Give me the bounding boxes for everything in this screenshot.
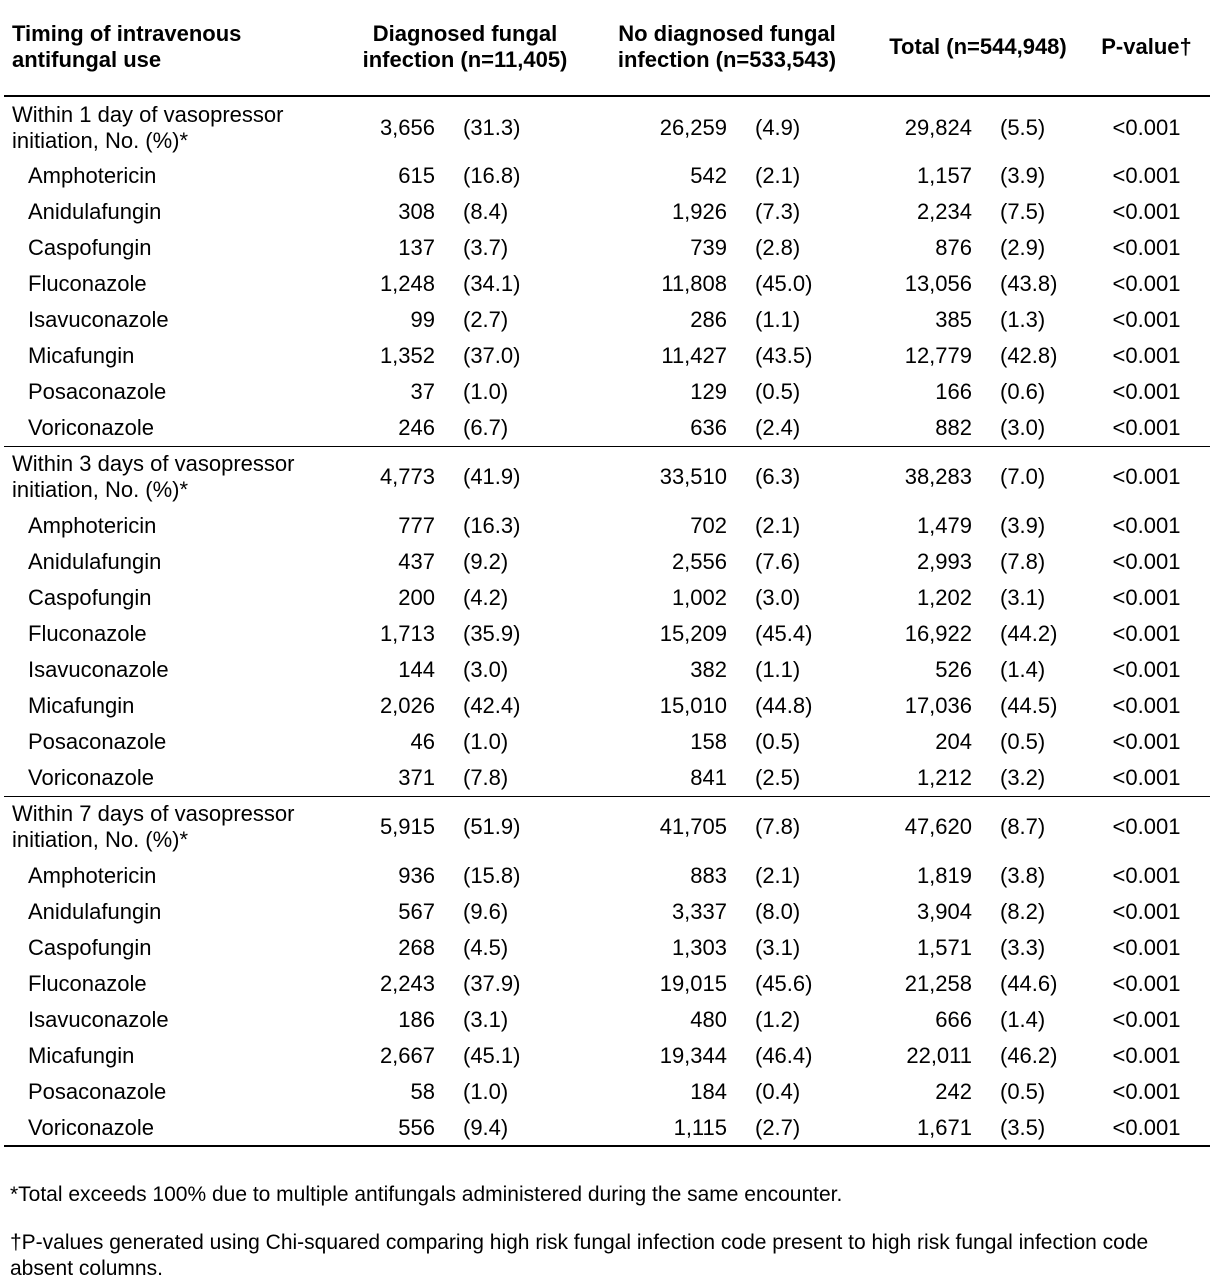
diagnosed-count: 99: [410, 307, 435, 332]
diagnosed-count: 308: [398, 199, 435, 224]
no-diagnosed-percent: (2.4): [733, 410, 873, 446]
no-diagnosed-percent: (7.3): [755, 199, 801, 224]
no-diagnosed-count: 1,002: [671, 585, 727, 610]
table-row: [4, 1002, 1210, 1038]
total-percent: (44.2): [1000, 621, 1058, 646]
total-count: 1,819: [916, 863, 972, 888]
no-diagnosed-percent: (1.1): [755, 307, 801, 332]
diagnosed-percent: (1.0): [463, 729, 509, 754]
table-row: [4, 302, 1210, 338]
no-diagnosed-count: 382: [690, 657, 727, 682]
no-diagnosed-count: 11,808: [661, 271, 727, 296]
table-footnotes: [4, 1172, 1210, 1282]
table-row: [4, 688, 1210, 724]
total-percent: (3.8): [1000, 863, 1046, 888]
table-row: [4, 616, 1210, 652]
no-diagnosed-percent: (3.1): [755, 935, 801, 960]
diagnosed-count: 137: [398, 235, 435, 260]
total-count: 1,671: [873, 1110, 978, 1146]
footnote-asterisk: *Total exceeds 100% due to multiple antifungals administered during the same encounter.: [10, 1183, 843, 1206]
p-value: <0.001: [1112, 1043, 1181, 1068]
total-count: 204: [935, 729, 972, 754]
no-diagnosed-percent: (2.1): [755, 163, 801, 188]
header-pvalue: P-value†: [1083, 0, 1210, 96]
total-percent: (8.7): [1000, 814, 1046, 840]
drug-name: Fluconazole: [28, 971, 147, 996]
total-count: 2,234: [916, 199, 972, 224]
table-row: [4, 930, 1210, 966]
table-row: [4, 760, 1210, 796]
p-value: <0.001: [1112, 271, 1181, 296]
diagnosed-percent: (7.8): [441, 760, 581, 796]
total-percent: (7.5): [1000, 199, 1046, 224]
drug-name: Micafungin: [28, 1043, 135, 1068]
table-row: [4, 194, 1210, 230]
table-row: [4, 410, 1210, 446]
no-diagnosed-count: 2,556: [671, 549, 727, 574]
section-label: Within 1 day of vasopressor initiation, No. (%)*: [12, 101, 284, 153]
section-summary-row: [4, 796, 1210, 858]
p-value: <0.001: [1112, 729, 1181, 754]
drug-name: Isavuconazole: [28, 657, 169, 682]
no-diagnosed-count: 158: [690, 729, 727, 754]
no-diagnosed-percent: (45.0): [755, 271, 813, 296]
total-percent: (0.6): [1000, 379, 1046, 404]
table-row: [4, 338, 1210, 374]
table-row: [4, 858, 1210, 894]
total-percent: (3.9): [1000, 513, 1046, 538]
no-diagnosed-count: 1,303: [671, 935, 727, 960]
no-diagnosed-count: 1,115: [581, 1110, 733, 1146]
section-within-3-days: [4, 446, 1210, 796]
total-count: 12,779: [904, 343, 972, 368]
header-row: [4, 0, 1210, 96]
no-diagnosed-percent: (0.4): [755, 1079, 801, 1104]
total-count: 1,212: [873, 760, 978, 796]
total-count: 38,283: [904, 464, 972, 490]
no-diagnosed-count: 19,344: [659, 1043, 727, 1068]
no-diagnosed-percent: (44.8): [755, 693, 813, 718]
p-value: <0.001: [1112, 464, 1181, 490]
table-row: [4, 652, 1210, 688]
no-diagnosed-count: 1,926: [671, 199, 727, 224]
drug-name: Amphotericin: [28, 863, 157, 888]
no-diagnosed-count: 11,427: [661, 343, 727, 368]
no-diagnosed-percent: (7.8): [755, 814, 801, 840]
no-diagnosed-count: 184: [690, 1079, 727, 1104]
p-value: <0.001: [1112, 693, 1181, 718]
diagnosed-count: 1,352: [379, 343, 435, 368]
table-row: [4, 724, 1210, 760]
total-percent: (44.6): [1000, 971, 1058, 996]
no-diagnosed-percent: (43.5): [755, 343, 813, 368]
total-percent: (3.5): [978, 1110, 1083, 1146]
p-value: <0.001: [1112, 971, 1181, 996]
diagnosed-percent: (37.0): [463, 343, 521, 368]
total-percent: (42.8): [1000, 343, 1058, 368]
diagnosed-count: 1,713: [379, 621, 435, 646]
total-count: 1,202: [916, 585, 972, 610]
diagnosed-percent: (31.3): [463, 114, 521, 140]
total-percent: (3.0): [978, 410, 1083, 446]
diagnosed-count: 4,773: [379, 464, 435, 490]
total-percent: (2.9): [1000, 235, 1046, 260]
diagnosed-percent: (42.4): [463, 693, 521, 718]
diagnosed-count: 1,248: [379, 271, 435, 296]
total-percent: (3.1): [1000, 585, 1046, 610]
table-row: [4, 966, 1210, 1002]
p-value: <0.001: [1112, 235, 1181, 260]
no-diagnosed-count: 15,209: [659, 621, 727, 646]
diagnosed-percent: (34.1): [463, 271, 521, 296]
drug-name: Anidulafungin: [28, 899, 162, 924]
total-count: 166: [935, 379, 972, 404]
section-label: Within 7 days of vasopressor initiation, No. (%)*: [12, 801, 295, 853]
drug-name: Anidulafungin: [28, 549, 162, 574]
p-value: <0.001: [1112, 621, 1181, 646]
diagnosed-percent: (9.2): [463, 549, 509, 574]
no-diagnosed-count: 480: [690, 1007, 727, 1032]
no-diagnosed-percent: (2.1): [755, 513, 801, 538]
total-count: 3,904: [916, 899, 972, 924]
diagnosed-percent: (9.6): [463, 899, 509, 924]
p-value: <0.001: [1112, 814, 1181, 840]
table-row: [4, 1038, 1210, 1074]
total-percent: (0.5): [1000, 729, 1046, 754]
table-row: [4, 374, 1210, 410]
no-diagnosed-percent: (1.2): [755, 1007, 801, 1032]
diagnosed-percent: (1.0): [463, 379, 509, 404]
total-percent: (43.8): [1000, 271, 1058, 296]
drug-name: Posaconazole: [28, 379, 167, 404]
total-count: 47,620: [904, 814, 972, 840]
no-diagnosed-percent: (2.8): [755, 235, 801, 260]
no-diagnosed-count: 841: [581, 760, 733, 796]
diagnosed-count: 371: [349, 760, 441, 796]
total-count: 242: [935, 1079, 972, 1104]
no-diagnosed-count: 636: [581, 410, 733, 446]
section-label: Within 3 days of vasopressor initiation, No. (%)*: [12, 451, 295, 503]
no-diagnosed-count: 883: [690, 863, 727, 888]
diagnosed-percent: (51.9): [463, 814, 521, 840]
no-diagnosed-percent: (0.5): [755, 379, 801, 404]
p-value: <0.001: [1112, 863, 1181, 888]
diagnosed-percent: (2.7): [463, 307, 509, 332]
no-diagnosed-count: 542: [690, 163, 727, 188]
p-value: <0.001: [1112, 1079, 1181, 1104]
no-diagnosed-percent: (7.6): [755, 549, 801, 574]
table-row: [4, 1110, 1210, 1146]
no-diagnosed-percent: (45.6): [755, 971, 813, 996]
diagnosed-count: 246: [349, 410, 441, 446]
no-diagnosed-count: 3,337: [671, 899, 727, 924]
diagnosed-count: 936: [398, 863, 435, 888]
table-row: [4, 580, 1210, 616]
drug-name: Amphotericin: [28, 513, 157, 538]
no-diagnosed-count: 739: [690, 235, 727, 260]
diagnosed-count: 46: [410, 729, 435, 754]
drug-name: Posaconazole: [28, 729, 167, 754]
no-diagnosed-percent: (4.9): [755, 114, 801, 140]
drug-name: Micafungin: [28, 693, 135, 718]
header-timing: Timing of intravenous antifungal use: [4, 0, 349, 96]
total-percent: (46.2): [1000, 1043, 1058, 1068]
section-summary-row: [4, 96, 1210, 158]
table-row: [4, 544, 1210, 580]
total-count: 21,258: [904, 971, 972, 996]
drug-name: Fluconazole: [28, 621, 147, 646]
total-count: 882: [873, 410, 978, 446]
no-diagnosed-count: 286: [690, 307, 727, 332]
drug-name: Voriconazole: [4, 760, 349, 796]
table-row: [4, 158, 1210, 194]
footnote-dagger: †P-values generated using Chi-squared comparing high risk fungal infection code present to high risk fungal infection code absent columns.: [10, 1231, 1149, 1280]
section-summary-row: [4, 446, 1210, 508]
p-value: <0.001: [1112, 307, 1181, 332]
p-value: <0.001: [1112, 199, 1181, 224]
diagnosed-percent: (4.5): [463, 935, 509, 960]
total-percent: (3.2): [978, 760, 1083, 796]
no-diagnosed-percent: (1.1): [755, 657, 801, 682]
p-value: <0.001: [1083, 1110, 1210, 1146]
diagnosed-percent: (8.4): [463, 199, 509, 224]
total-count: 385: [935, 307, 972, 332]
diagnosed-percent: (9.4): [441, 1110, 581, 1146]
total-count: 29,824: [904, 114, 972, 140]
diagnosed-percent: (16.3): [463, 513, 521, 538]
total-count: 666: [935, 1007, 972, 1032]
header-total: Total (n=544,948): [873, 0, 1083, 96]
drug-name: Caspofungin: [28, 585, 152, 610]
drug-name: Anidulafungin: [28, 199, 162, 224]
no-diagnosed-count: 41,705: [659, 814, 727, 840]
diagnosed-count: 567: [398, 899, 435, 924]
diagnosed-count: 777: [398, 513, 435, 538]
total-percent: (0.5): [1000, 1079, 1046, 1104]
diagnosed-count: 200: [398, 585, 435, 610]
p-value: <0.001: [1083, 410, 1210, 446]
diagnosed-percent: (16.8): [463, 163, 521, 188]
diagnosed-percent: (41.9): [463, 464, 521, 490]
total-percent: (1.4): [1000, 1007, 1046, 1032]
total-percent: (8.2): [1000, 899, 1046, 924]
p-value: <0.001: [1112, 657, 1181, 682]
total-count: 16,922: [904, 621, 972, 646]
no-diagnosed-percent: (8.0): [755, 899, 801, 924]
no-diagnosed-count: 129: [690, 379, 727, 404]
p-value: <0.001: [1112, 114, 1181, 140]
drug-name: Micafungin: [28, 343, 135, 368]
total-count: 526: [935, 657, 972, 682]
drug-name: Amphotericin: [28, 163, 157, 188]
header-diagnosed: Diagnosed fungal infection (n=11,405): [349, 0, 581, 96]
table-header: [4, 0, 1210, 96]
diagnosed-percent: (3.7): [463, 235, 509, 260]
drug-name: Caspofungin: [28, 935, 152, 960]
drug-name: Isavuconazole: [28, 307, 169, 332]
diagnosed-count: 186: [398, 1007, 435, 1032]
p-value: <0.001: [1112, 379, 1181, 404]
diagnosed-count: 58: [410, 1079, 435, 1104]
p-value: <0.001: [1112, 935, 1181, 960]
no-diagnosed-percent: (3.0): [755, 585, 801, 610]
no-diagnosed-percent: (45.4): [755, 621, 813, 646]
p-value: <0.001: [1112, 343, 1181, 368]
total-count: 1,571: [916, 935, 972, 960]
section-within-7-days: [4, 796, 1210, 1146]
total-count: 17,036: [904, 693, 972, 718]
no-diagnosed-count: 15,010: [659, 693, 727, 718]
p-value: <0.001: [1112, 163, 1181, 188]
drug-name: Posaconazole: [28, 1079, 167, 1104]
drug-name: Isavuconazole: [28, 1007, 169, 1032]
diagnosed-percent: (37.9): [463, 971, 521, 996]
total-count: 22,011: [906, 1043, 972, 1068]
diagnosed-count: 437: [398, 549, 435, 574]
no-diagnosed-count: 702: [690, 513, 727, 538]
total-count: 876: [935, 235, 972, 260]
total-percent: (1.4): [1000, 657, 1046, 682]
total-percent: (3.3): [1000, 935, 1046, 960]
header-no-diagnosed: No diagnosed fungal infection (n=533,543): [581, 0, 873, 96]
diagnosed-percent: (35.9): [463, 621, 521, 646]
diagnosed-percent: (15.8): [463, 863, 521, 888]
p-value: <0.001: [1112, 1007, 1181, 1032]
no-diagnosed-count: 19,015: [659, 971, 727, 996]
total-count: 13,056: [904, 271, 972, 296]
no-diagnosed-count: 33,510: [659, 464, 727, 490]
no-diagnosed-percent: (6.3): [755, 464, 801, 490]
diagnosed-percent: (45.1): [463, 1043, 521, 1068]
drug-name: Caspofungin: [28, 235, 152, 260]
diagnosed-count: 5,915: [379, 814, 435, 840]
diagnosed-count: 2,667: [379, 1043, 435, 1068]
diagnosed-count: 3,656: [379, 114, 435, 140]
no-diagnosed-count: 26,259: [659, 114, 727, 140]
diagnosed-count: 615: [398, 163, 435, 188]
drug-name: Fluconazole: [28, 271, 147, 296]
table-row: [4, 1074, 1210, 1110]
p-value: <0.001: [1112, 513, 1181, 538]
diagnosed-count: 268: [398, 935, 435, 960]
no-diagnosed-percent: (46.4): [755, 1043, 813, 1068]
total-count: 1,479: [916, 513, 972, 538]
total-percent: (7.0): [1000, 464, 1046, 490]
diagnosed-percent: (4.2): [463, 585, 509, 610]
diagnosed-count: 144: [398, 657, 435, 682]
total-percent: (5.5): [1000, 114, 1046, 140]
total-percent: (44.5): [1000, 693, 1058, 718]
table-row: [4, 508, 1210, 544]
diagnosed-percent: (1.0): [463, 1079, 509, 1104]
total-percent: (1.3): [1000, 307, 1046, 332]
diagnosed-percent: (3.0): [463, 657, 509, 682]
diagnosed-count: 37: [410, 379, 435, 404]
table-row: [4, 230, 1210, 266]
total-percent: (7.8): [1000, 549, 1046, 574]
diagnosed-count: 556: [349, 1110, 441, 1146]
p-value: <0.001: [1112, 585, 1181, 610]
table-row: [4, 894, 1210, 930]
no-diagnosed-percent: (0.5): [755, 729, 801, 754]
table-row: [4, 266, 1210, 302]
antifungal-timing-table: [4, 0, 1210, 1147]
diagnosed-percent: (3.1): [463, 1007, 509, 1032]
diagnosed-percent: (6.7): [441, 410, 581, 446]
total-percent: (3.9): [1000, 163, 1046, 188]
total-count: 1,157: [916, 163, 972, 188]
p-value: <0.001: [1112, 899, 1181, 924]
drug-name: Voriconazole: [4, 410, 349, 446]
section-within-1-day: [4, 96, 1210, 446]
diagnosed-count: 2,026: [379, 693, 435, 718]
drug-name: Voriconazole: [4, 1110, 349, 1146]
diagnosed-count: 2,243: [379, 971, 435, 996]
total-count: 2,993: [916, 549, 972, 574]
p-value: <0.001: [1112, 549, 1181, 574]
no-diagnosed-percent: (2.1): [755, 863, 801, 888]
no-diagnosed-percent: (2.5): [733, 760, 873, 796]
p-value: <0.001: [1083, 760, 1210, 796]
no-diagnosed-percent: (2.7): [733, 1110, 873, 1146]
